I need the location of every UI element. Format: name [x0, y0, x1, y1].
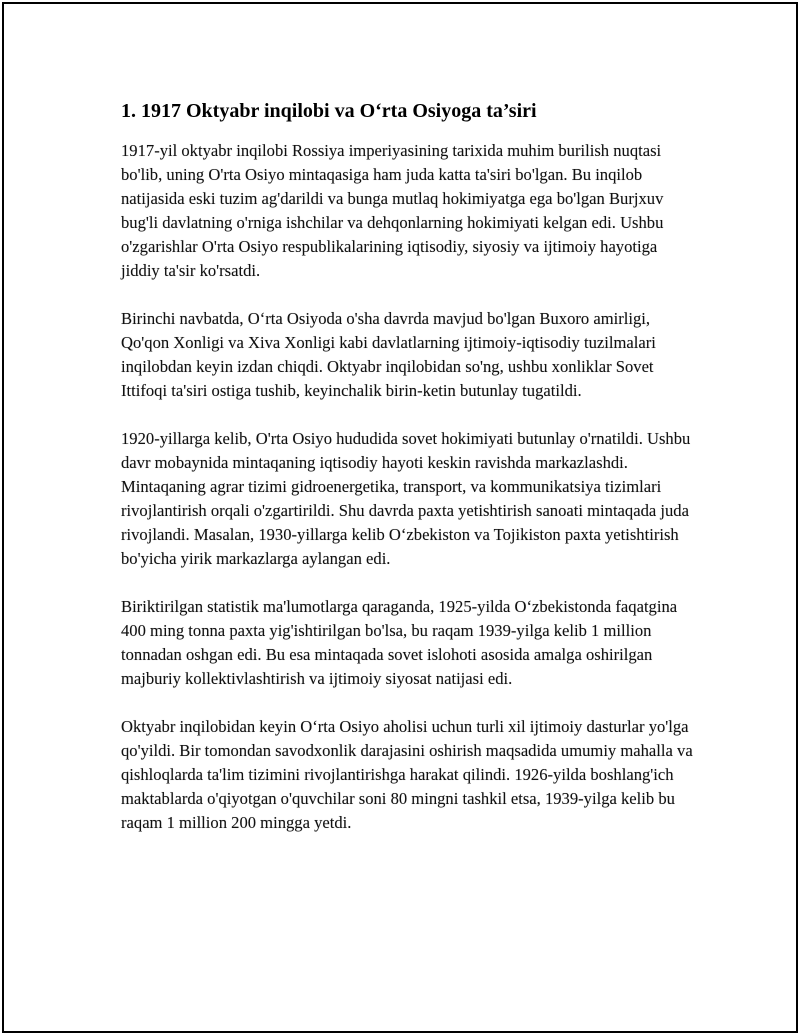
section-heading: 1. 1917 Oktyabr inqilobi va O‘rta Osiyoga ta’siri: [121, 100, 537, 122]
paragraph: Biriktirilgan statistik ma'lumotlarga qaraganda, 1925-yilda O‘zbekistonda faqatgina 400 ming tonna paxta yig'ishtirilgan bo'lsa, bu raqam 1939-yilga kelib 1 million tonnadan oshgan edi. Bu esa mintaqada sovet islohoti asosida amalga oshirilgan majburiy kollektivlashtirish va ijtimoiy siyosat natijasi edi.: [121, 597, 678, 688]
paragraph: 1920-yillarga kelib, O'rta Osiyo hududida sovet hokimiyati butunlay o'rnatildi. Ushbu davr mobaynida mintaqaning iqtisodiy hayoti keskin ravishda markazlashdi. Mintaqaning agrar tizimi gidroenergetika, transport, va kommunikatsiya tizimlari rivojlantirish orqali o'zgartirildi. Shu davrda paxta yetishtirish sanoati mintaqada juda rivojlandi. Masalan, 1930-yillarga kelib O‘zbekiston va Tojikiston paxta yetishtirish bo'yicha yirik markazlarga aylangan edi.: [121, 429, 691, 568]
paragraph: Oktyabr inqilobidan keyin O‘rta Osiyo aholisi uchun turli xil ijtimoiy dasturlar yo'lga qo'yildi. Bir tomondan savodxonlik darajasini oshirish maqsadida umumiy mahalla va qishloqlarda ta'lim tizimini rivojlantirishga harakat qilindi. 1926-yilda boshlang'ich maktablarda o'qiyotgan o'quvchilar soni 80 mingni tashkil etsa, 1939-yilga kelib bu raqam 1 million 200 mingga yetdi.: [121, 717, 693, 832]
page-frame: [2, 2, 798, 1033]
document-body: [119, 94, 694, 859]
paragraph: 1917-yil oktyabr inqilobi Rossiya imperiyasining tarixida muhim burilish nuqtasi bo'lib, uning O'rta Osiyo mintaqasiga ham juda katta ta'siri bo'lgan. Bu inqilob natijasida eski tuzim ag'darildi va bunga mutlaq hokimiyatga ega bo'lgan Burjxuv bug'li davlatning o'rniga ishchilar va dehqonlarning hokimiyati kelgan edi. Ushbu o'zgarishlar O'rta Osiyo respublikalarining iqtisodiy, siyosiy va ijtimoiy hayotiga jiddiy ta'sir ko'rsatdi.: [121, 141, 664, 280]
paragraph: Birinchi navbatda, O‘rta Osiyoda o'sha davrda mavjud bo'lgan Buxoro amirligi, Qo'qon Xonligi va Xiva Xonligi kabi davlatlarning ijtimoiy-iqtisodiy tuzilmalari inqilobdan keyin izdan chiqdi. Oktyabr inqilobidan so'ng, ushbu xonliklar Sovet Ittifoqi ta'siri ostiga tushib, keyinchalik birin-ketin butunlay tugatildi.: [121, 309, 656, 400]
